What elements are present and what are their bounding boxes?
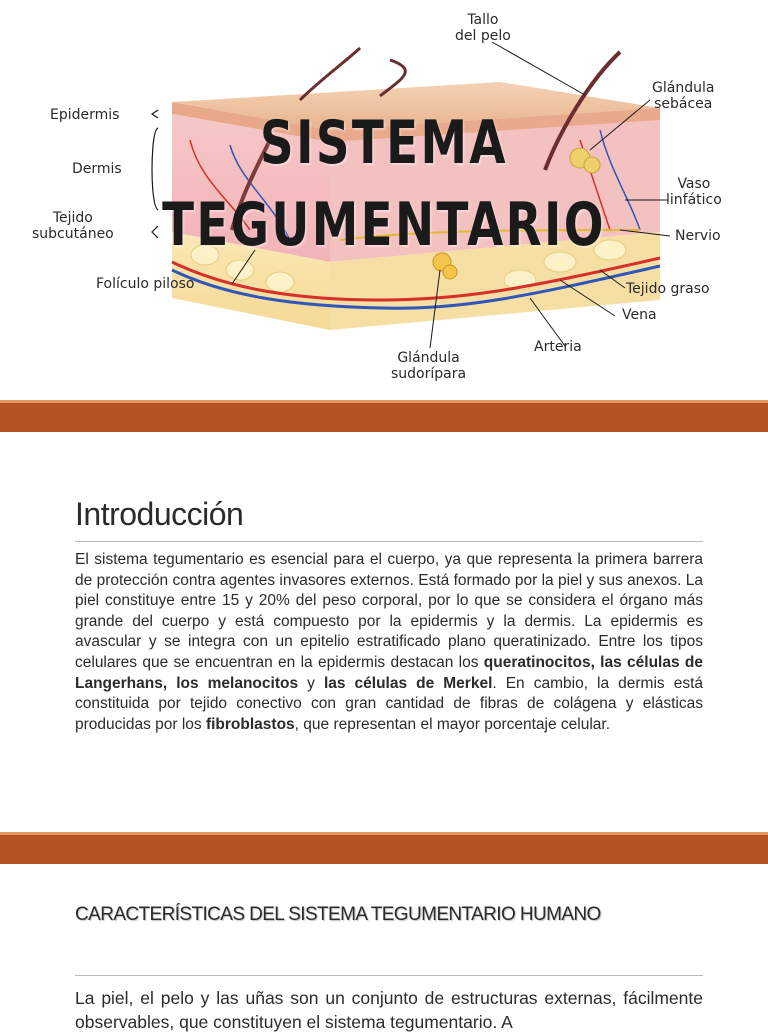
caracteristicas-paragraph: La piel, el pelo y las uñas son un conjunto de estructuras externas, fácilmente observables, que constituyen el sistema tegumentario. A (75, 988, 703, 1032)
bold-cell-types: queratinocitos, las células de Langerhans, los melanocitos (75, 653, 703, 692)
bold-merkel: las células de Merkel (323, 674, 493, 692)
label-foliculo: Folículo piloso (96, 276, 195, 292)
label-tejido-subcutaneo: Tejido subcutáneo (32, 210, 114, 242)
label-glandula-sudoripara: Glándula sudorípara (391, 350, 467, 382)
label-tejido-graso: Tejido graso (626, 281, 710, 297)
caracteristicas-rule (75, 975, 703, 976)
separator-band (0, 403, 768, 432)
label-glandula-sebacea: Glándula sebácea (652, 80, 715, 112)
label-nervio: Nervio (675, 228, 721, 244)
label-tallo: Tallo del pelo (455, 12, 511, 44)
label-dermis: Dermis (72, 161, 122, 177)
label-vaso-linfatico: Vaso linfático (666, 176, 722, 208)
label-epidermis: Epidermis (50, 107, 120, 123)
intro-rule (75, 541, 703, 542)
diagram-slide (0, 0, 768, 400)
label-arteria: Arteria (534, 339, 582, 355)
intro-heading: Introducción (75, 496, 244, 532)
bold-fibroblastos: fibroblastos (205, 715, 295, 733)
intro-paragraph: El sistema tegumentario es esencial para el cuerpo, ya que representa la primera barrera de protección contra agentes invasores externos. Está formado por la piel y sus anexos. La piel constituye entre 15 y 20% del peso corporal, por lo que se considera el órgano más grande del cuerpo y está compuesto por la epidermis y la dermis. La epidermis es avascular y se integra con un epitelio estratificado plano queratinizado. Entre los tipos celulares que se encuentran en la epidermis destacan los queratinocitos, las células de Langerhans, los melanocitos y las células de Merkel. En cambio, la dermis está constituida por tejido conectivo con gran cantidad de fibras de colágena y elásticas producidas por los fibroblastos, que representan el mayor porcentaje celular. (75, 551, 703, 733)
slide-title-line2: TEGUMENTARIO (162, 190, 606, 260)
caracteristicas-heading: CARACTERÍSTICAS DEL SISTEMA TEGUMENTARIO HUMANO (75, 904, 601, 925)
slide-title-line1: SISTEMA (260, 108, 508, 178)
label-vena: Vena (622, 307, 657, 323)
separator-band-2 (0, 835, 768, 864)
